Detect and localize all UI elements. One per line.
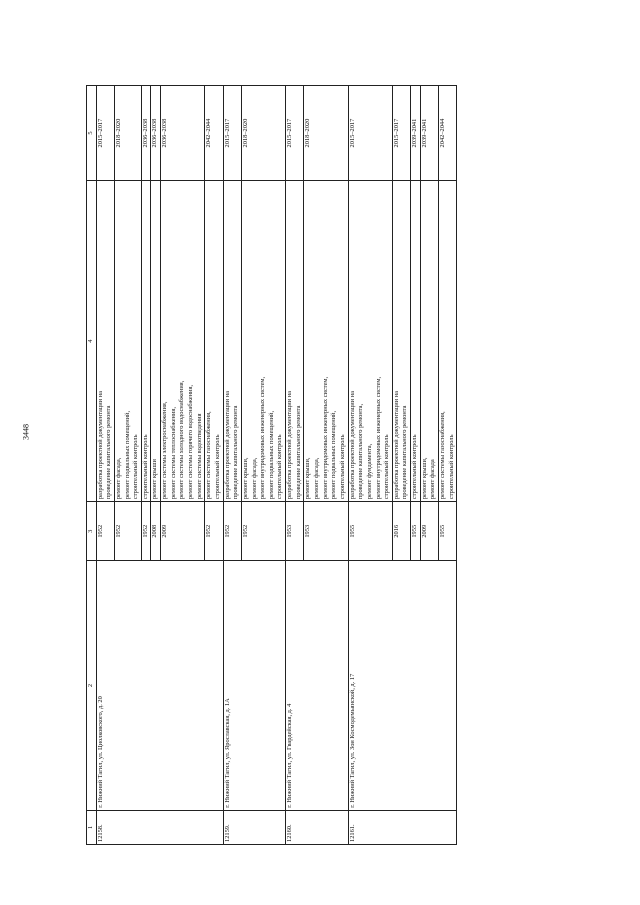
work-item: строительный контроль xyxy=(276,434,284,500)
work-item: строительный контроль xyxy=(141,434,149,500)
work-item: ремонт системы газоснабжения, xyxy=(438,411,446,500)
record-number: 12161. xyxy=(348,810,457,844)
work-item: ремонт крыши, xyxy=(420,457,428,500)
year-cell: 1952 xyxy=(205,502,223,561)
building-address: г. Нижний Тагил, ул. Ярославская, д. 1А xyxy=(223,561,285,810)
year-cell: 1955 xyxy=(348,502,392,561)
work-item: ремонт внутридомовых инженерных систем, xyxy=(321,376,329,500)
work-item: разработка проектной документации на xyxy=(223,391,231,500)
work-item: строительный контроль xyxy=(338,434,346,500)
work-item: строительный контроль xyxy=(383,434,391,500)
work-item: ремонт подвальных помещений, xyxy=(330,410,338,500)
record-number: 12158. xyxy=(96,810,223,844)
period-cell: 2018–2020 xyxy=(304,86,348,181)
period-cell: 2036–2038 xyxy=(141,86,151,181)
year-cell: 1952 xyxy=(223,502,241,561)
period-cell: 2042–2044 xyxy=(205,86,223,181)
period-cell: 2018–2020 xyxy=(241,86,285,181)
work-item: строительный контроль xyxy=(411,434,419,500)
work-item: ремонт внутридомовых инженерных систем, xyxy=(259,376,267,500)
work-item: разработка проектной документации на xyxy=(348,391,356,500)
year-cell: 2009 xyxy=(420,502,438,561)
period-cell: 2015–2017 xyxy=(96,86,114,181)
period-cell: 2042–2044 xyxy=(438,86,456,181)
table-row xyxy=(223,86,241,845)
works-cell xyxy=(205,181,223,502)
works-cell xyxy=(223,181,241,502)
work-item: ремонт крыши, xyxy=(241,457,249,500)
work-item: ремонт фасада xyxy=(429,459,437,500)
repair-schedule-table xyxy=(86,85,457,845)
works-cell xyxy=(392,181,410,502)
works-cell xyxy=(96,181,114,502)
year-cell: 1952 xyxy=(114,502,141,561)
works-cell xyxy=(438,181,456,502)
works-cell xyxy=(141,181,151,502)
table-row xyxy=(96,86,114,845)
work-item: ремонт фундамента, xyxy=(365,443,373,500)
works-cell xyxy=(161,181,205,502)
year-cell: 2016 xyxy=(392,502,410,561)
table-row xyxy=(286,86,304,845)
work-item: ремонт подвальных помещений, xyxy=(123,410,131,500)
period-cell: 2015–2017 xyxy=(286,86,304,181)
work-item: разработка проектной документации на xyxy=(286,391,294,500)
year-cell: 1952 xyxy=(141,502,151,561)
year-cell: 1955 xyxy=(411,502,421,561)
column-header: 2 xyxy=(87,561,97,810)
work-item: проведение капитального ремонта xyxy=(401,405,409,500)
table-row xyxy=(348,86,392,845)
work-item: строительный контроль xyxy=(132,434,140,500)
column-header: 4 xyxy=(87,181,97,502)
column-number-row xyxy=(87,86,97,845)
column-header: 1 xyxy=(87,810,97,844)
work-item: строительный контроль xyxy=(213,434,221,500)
column-header: 5 xyxy=(87,86,97,181)
work-item: ремонт системы горячего водоснабжения, xyxy=(187,384,195,500)
year-cell: 2008 xyxy=(151,502,161,561)
work-item: ремонт фасада, xyxy=(313,457,321,500)
period-cell: 2039–2041 xyxy=(411,86,421,181)
work-item: ремонт системы газоснабжения, xyxy=(205,411,213,500)
work-item: ремонт системы электроснабжения, xyxy=(161,401,169,500)
period-cell: 2015–2017 xyxy=(223,86,241,181)
work-item: разработка проектной документации на xyxy=(392,391,400,500)
work-item: строительный контроль xyxy=(447,434,455,500)
period-cell: 2015–2017 xyxy=(348,86,392,181)
work-item: ремонт системы водоотведения xyxy=(195,413,203,500)
period-cell: 2036–2038 xyxy=(161,86,205,181)
year-cell: 1955 xyxy=(438,502,456,561)
building-address: г. Нижний Тагил, ул. Циолковского, д. 20 xyxy=(96,561,223,810)
record-number: 12160. xyxy=(286,810,348,844)
table-body xyxy=(96,86,457,845)
period-cell: 2015–2017 xyxy=(392,86,410,181)
works-cell xyxy=(304,181,348,502)
works-cell xyxy=(286,181,304,502)
record-number: 12159. xyxy=(223,810,285,844)
building-address: г. Нижний Тагил, ул. Зои Космодемьянской, д. 17 xyxy=(348,561,457,810)
works-cell xyxy=(241,181,285,502)
works-cell xyxy=(420,181,438,502)
year-cell: 1953 xyxy=(286,502,304,561)
work-item: проведение капитального ремонта xyxy=(105,405,113,500)
work-item: проведение капитального ремонта, xyxy=(357,403,365,500)
works-cell xyxy=(114,181,141,502)
work-item: ремонт крыши xyxy=(151,459,159,500)
work-item: проведение капитального ремонта xyxy=(232,405,240,500)
period-cell: 2018–2020 xyxy=(114,86,141,181)
work-item: ремонт фасада, xyxy=(250,457,258,500)
year-cell: 1952 xyxy=(241,502,285,561)
work-item: проведение капитального ремонта xyxy=(294,405,302,500)
rotated-page xyxy=(86,85,606,845)
work-item: ремонт подвальных помещений, xyxy=(267,410,275,500)
year-cell: 1953 xyxy=(304,502,348,561)
column-header: 3 xyxy=(87,502,97,561)
work-item: разработка проектной документации на xyxy=(96,391,104,500)
year-cell: 1952 xyxy=(96,502,114,561)
work-item: ремонт фасада, xyxy=(114,457,122,500)
work-item: ремонт крыши, xyxy=(304,457,312,500)
work-item: ремонт внутридомовых инженерных систем, xyxy=(374,376,382,500)
page-number: 3448 xyxy=(21,424,31,440)
work-item: ремонт системы холодного водоснабжения, xyxy=(178,380,186,500)
works-cell xyxy=(348,181,392,502)
period-cell: 2036–2038 xyxy=(151,86,161,181)
works-cell xyxy=(151,181,161,502)
year-cell: 2009 xyxy=(161,502,205,561)
building-address: г. Нижний Тагил, ул. Гвардейская, д. 4 xyxy=(286,561,348,810)
period-cell: 2039–2041 xyxy=(420,86,438,181)
works-cell xyxy=(411,181,421,502)
work-item: ремонт системы теплоснабжения, xyxy=(169,407,177,500)
